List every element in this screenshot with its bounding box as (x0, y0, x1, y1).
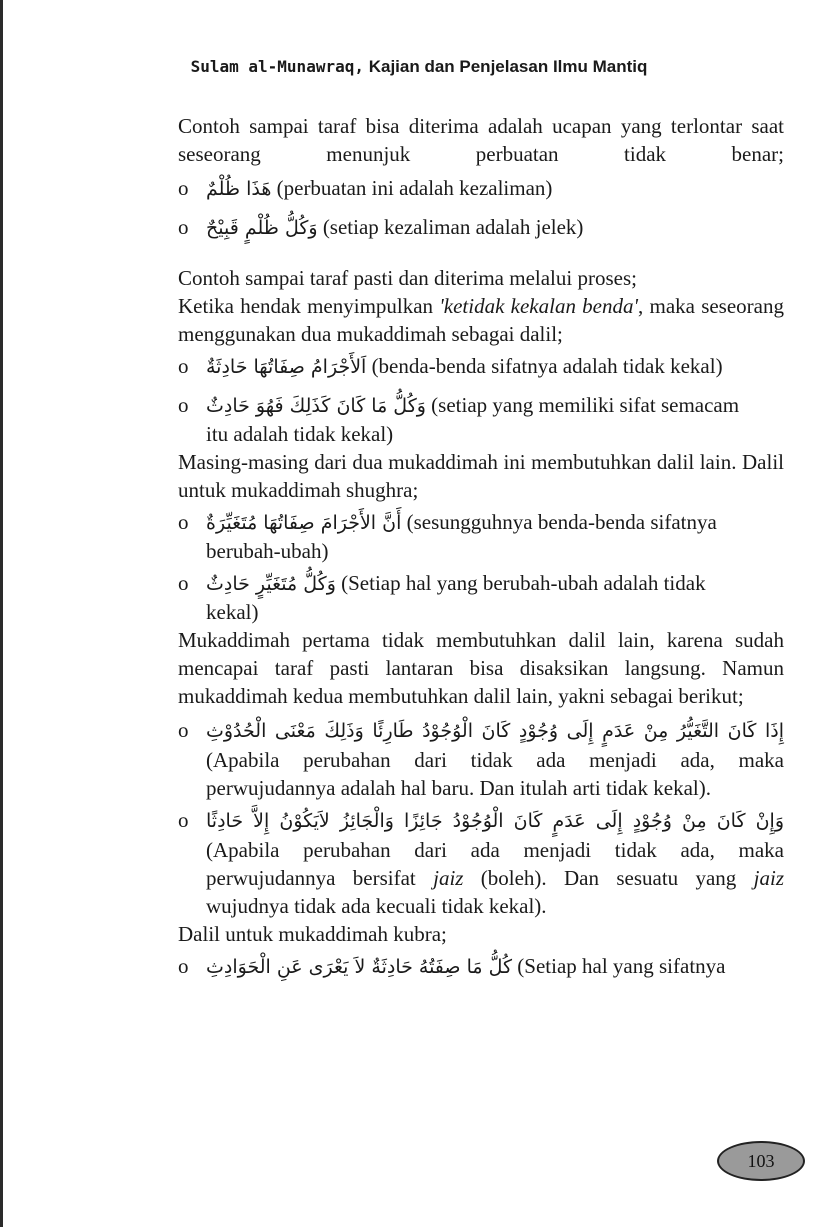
bullet: o (178, 571, 189, 595)
item-text-continued: berubah-ubah) (206, 539, 329, 563)
bullet: o (178, 954, 189, 978)
bullet: o (178, 510, 189, 534)
bullet: o (178, 215, 189, 239)
item-text: (benda-benda sifatnya adalah tidak kekal) (371, 354, 723, 378)
list-item-3 (178, 352, 784, 381)
paragraph-2: Contoh sampai taraf pasti dan diterima melalui proses; (178, 266, 637, 290)
list-item-2 (178, 213, 784, 242)
arabic-text: وَكُلُّ ظُلْمٍ قَبِيْحٌ (206, 217, 318, 239)
bullet: o (178, 393, 189, 417)
item-text: (Setiap hal yang sifatnya (517, 954, 726, 978)
list-item-4 (178, 391, 784, 448)
list-item-6 (178, 569, 784, 626)
paragraph-1: Contoh sampai taraf bisa diterima adalah ucapan yang terlontar saat seseorang menunjuk perbuatan tidak benar; (178, 114, 784, 166)
item-text: (setiap yang memiliki sifat semacam (431, 393, 740, 417)
bullet: o (178, 354, 189, 378)
item-text-continued: kekal) (206, 600, 259, 624)
arabic-text: إِذَا كَانَ التَّغَيُّرُ مِنْ عَدَمٍ إِلَى وُجُوْدٍ كَانَ الْوُجُوْدُ طَارِئًا وَذَلِكَ مَعْنَى الْحُدُوْثِ (206, 720, 784, 742)
item-text-continued: itu adalah tidak kekal) (206, 422, 394, 446)
list-item-5 (178, 508, 784, 565)
page-spine-edge (0, 0, 3, 1227)
list-item-7 (178, 716, 784, 802)
arabic-text: وَكُلُّ مَا كَانَ كَذَلِكَ فَهُوَ حَادِثٌ (206, 395, 426, 417)
list-item-9 (178, 952, 784, 981)
arabic-text: هَذَا ظُلْمٌ (206, 178, 272, 200)
arabic-text: اَلأَجْرَامُ صِفَاتُهَا حَادِثَةٌ (206, 356, 367, 378)
paragraph-3: Ketika hendak menyimpulkan 'ketidak kekalan benda', maka seseorang menggunakan dua mukaddimah sebagai dalil; (178, 294, 784, 346)
item-text: (sesungguhnya benda-benda sifatnya (406, 510, 717, 534)
bullet: o (178, 176, 189, 200)
bullet: o (178, 718, 189, 742)
item-text: (perbuatan ini adalah kezaliman) (276, 176, 553, 200)
list-item-8: o وَإِنْ كَانَ مِنْ وُجُوْدٍ إِلَى عَدَمٍ كَانَ الْوُجُوْدُ جَائِزًا وَالْجَائِزُ لاَيَكُوْنُ إِلاَّ حَادِثًا (Apabila perubahan dari ada menjadi tidak ada, maka perwujudannya bersifat jaiz (boleh). Dan sesuatu yang jaiz wujudnya tidak ada kecuali tidak kekal). (178, 808, 784, 918)
paragraph-5: Mukaddimah pertama tidak membutuhkan dalil lain, karena sudah mencapai taraf pasti lantaran bisa disaksikan langsung. Namun mukaddimah kedua membutuhkan dalil lain, yakni sebagai berikut; (178, 628, 784, 708)
arabic-text: أَنَّ الأَجْرَامَ صِفَاتُهَا مُتَغَيِّرَةٌ (206, 512, 402, 534)
list-item-1 (178, 174, 784, 203)
running-header (0, 57, 838, 77)
header-title-part2: Kajian dan Penjelasan Ilmu Mantiq (363, 57, 648, 76)
paragraph-6: Dalil untuk mukaddimah kubra; (178, 922, 447, 946)
header-title-part1: Sulam al-Munawraq, (190, 57, 364, 76)
arabic-text: وَكُلُّ مُتَغَيِّرٍ حَادِثٌ (206, 573, 336, 595)
page-number: 103 (747, 1150, 775, 1171)
arabic-text: كُلُّ مَا صِفَتُهُ حَادِثَةٌ لاَ يَعْرَى عَنِ الْحَوَادِثِ (206, 956, 513, 978)
paragraph-4: Masing-masing dari dua mukaddimah ini membutuhkan dalil lain. Dalil untuk mukaddimah shughra; (178, 450, 784, 502)
page-body (178, 112, 784, 981)
page-number-badge (717, 1141, 805, 1181)
bullet: o (178, 808, 189, 832)
item-text: (Apabila perubahan dari tidak ada menjadi ada, maka perwujudannya adalah hal baru. Dan itulah arti tidak kekal). (206, 748, 784, 800)
item-text: (setiap kezaliman adalah jelek) (322, 215, 584, 239)
item-text: (Setiap hal yang berubah-ubah adalah tidak (341, 571, 706, 595)
arabic-text: وَإِنْ كَانَ مِنْ وُجُوْدٍ إِلَى عَدَمٍ كَانَ الْوُجُوْدُ جَائِزًا وَالْجَائِزُ لاَيَكُوْنُ إِلاَّ حَادِثًا (206, 810, 784, 832)
